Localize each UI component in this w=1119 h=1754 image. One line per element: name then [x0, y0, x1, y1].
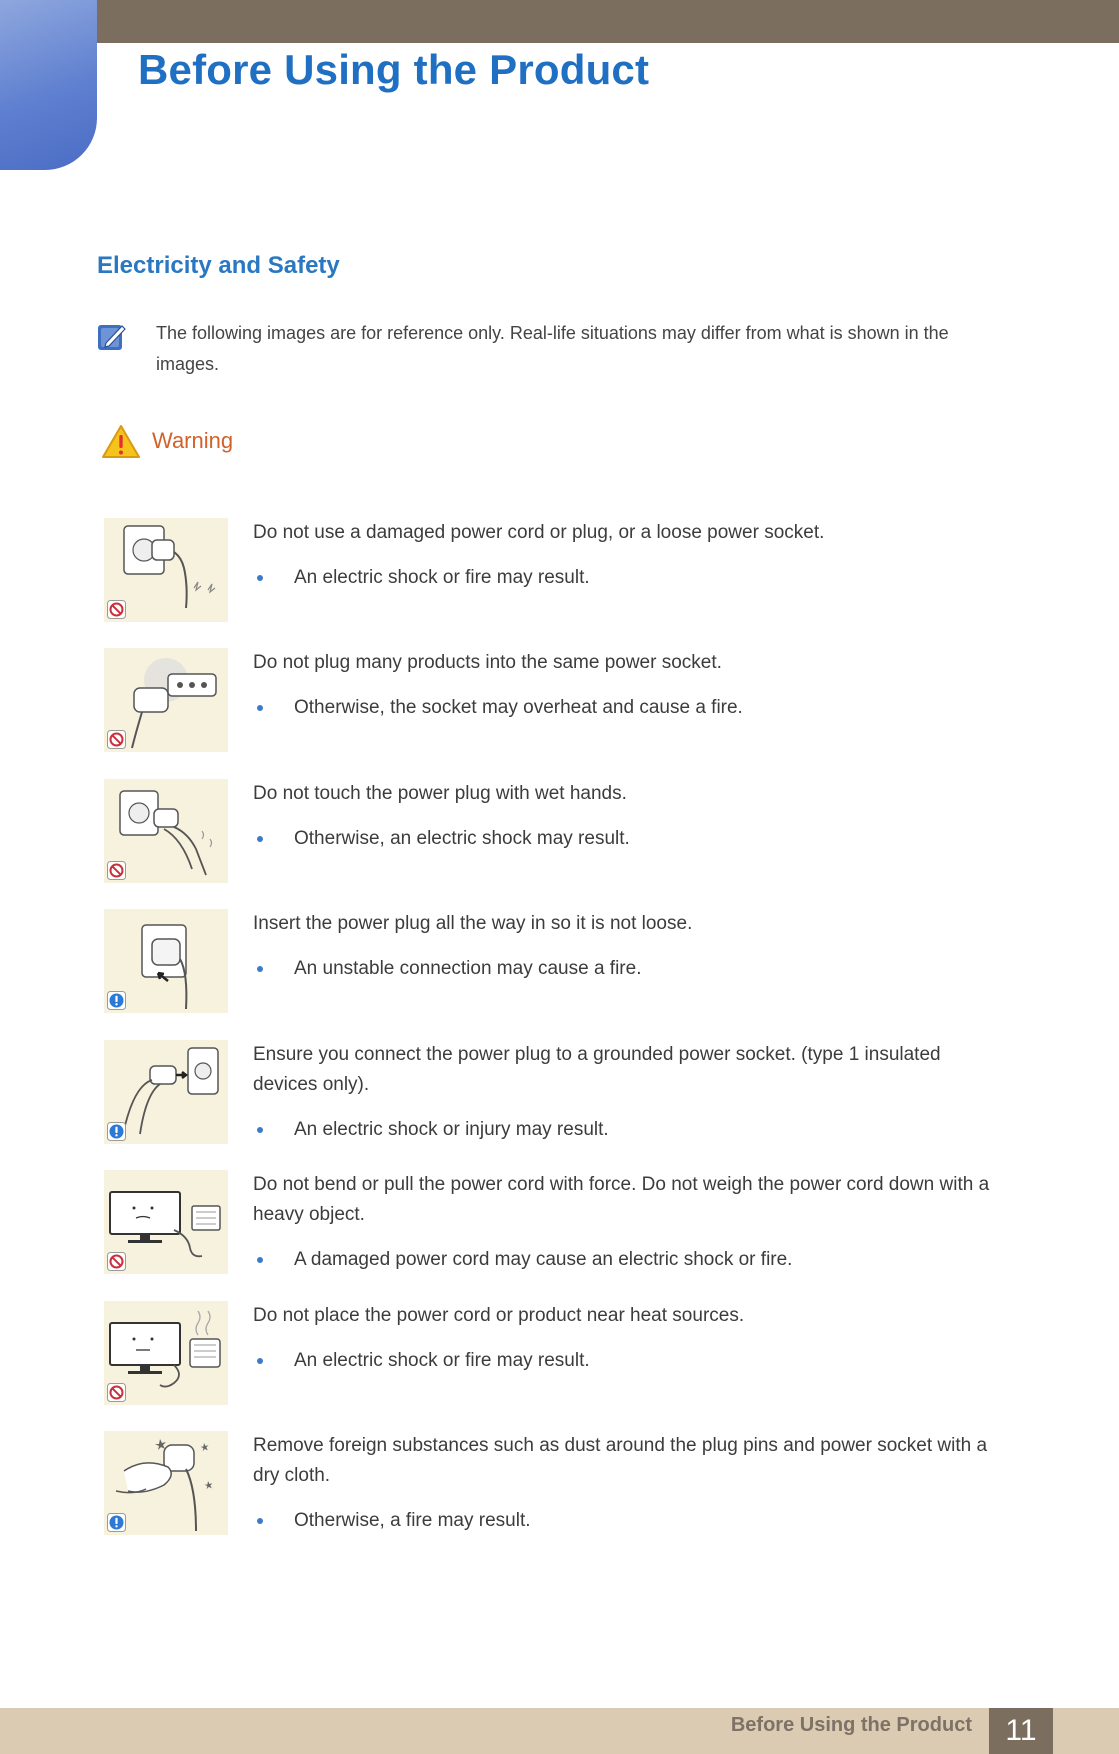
- item-consequence: Otherwise, the socket may overheat and cause a fire.: [294, 697, 743, 718]
- safety-item-grounded-socket: [104, 1040, 1004, 1144]
- safety-item-wet-hands: [104, 779, 1004, 883]
- chapter-tab: [0, 0, 97, 170]
- note-text: The following images are for reference only. Real-life situations may differ from what is shown in the images.: [156, 323, 949, 374]
- bullet-dot: [257, 836, 263, 842]
- mandatory-icon: [107, 991, 126, 1010]
- overloaded-socket-illustration: [104, 648, 228, 752]
- item-consequence: A damaged power cord may cause an electric shock or fire.: [294, 1249, 793, 1270]
- prohibited-icon: [107, 1252, 126, 1271]
- prohibited-icon: [107, 730, 126, 749]
- heat-sources-illustration: [104, 1301, 228, 1405]
- prohibited-icon: [107, 861, 126, 880]
- footer-chapter-label: Before Using the Product: [730, 1714, 972, 1736]
- safety-item-bend-cord: [104, 1170, 1004, 1274]
- item-instruction: Do not use a damaged power cord or plug, or a loose power socket.: [253, 522, 825, 543]
- section-title: Electricity and Safety: [97, 252, 340, 279]
- safety-item-damaged-cord: [104, 518, 1004, 622]
- page-number: 11: [989, 1708, 1053, 1754]
- safety-item-heat-sources: [104, 1301, 1004, 1405]
- bullet-dot: [257, 1518, 263, 1524]
- item-instruction: Remove foreign substances such as dust around the plug pins and power socket with a dry cloth.: [253, 1435, 988, 1486]
- prohibited-icon: [107, 600, 126, 619]
- header-band: [97, 0, 1119, 43]
- item-consequence: An electric shock or fire may result.: [294, 567, 590, 588]
- mandatory-icon: [107, 1513, 126, 1532]
- item-consequence: Otherwise, an electric shock may result.: [294, 828, 630, 849]
- item-consequence: An electric shock or injury may result.: [294, 1119, 609, 1140]
- bend-cord-illustration: [104, 1170, 228, 1274]
- safety-item-remove-dust: [104, 1431, 1004, 1535]
- item-instruction: Insert the power plug all the way in so it is not loose.: [253, 913, 693, 934]
- safety-item-insert-plug: [104, 909, 1004, 1013]
- bullet-dot: [257, 1257, 263, 1263]
- item-instruction: Do not touch the power plug with wet hands.: [253, 783, 627, 804]
- item-instruction: Do not place the power cord or product near heat sources.: [253, 1305, 745, 1326]
- bullet-dot: [257, 705, 263, 711]
- page-title: Before Using the Product: [138, 46, 650, 93]
- remove-dust-illustration: [104, 1431, 228, 1535]
- safety-item-overloaded-socket: [104, 648, 1004, 752]
- item-consequence: An electric shock or fire may result.: [294, 1350, 590, 1371]
- insert-plug-illustration: [104, 909, 228, 1013]
- bullet-dot: [257, 1358, 263, 1364]
- item-instruction: Do not plug many products into the same power socket.: [253, 652, 722, 673]
- bullet-dot: [257, 1127, 263, 1133]
- grounded-socket-illustration: [104, 1040, 228, 1144]
- item-consequence: An unstable connection may cause a fire.: [294, 958, 642, 979]
- item-consequence: Otherwise, a fire may result.: [294, 1510, 531, 1531]
- warning-label: Warning: [152, 428, 234, 453]
- bullet-dot: [257, 575, 263, 581]
- item-instruction: Do not bend or pull the power cord with force. Do not weigh the power cord down with a heavy object.: [253, 1174, 990, 1225]
- bullet-dot: [257, 966, 263, 972]
- item-instruction: Ensure you connect the power plug to a grounded power socket. (type 1 insulated devices only).: [253, 1044, 941, 1095]
- mandatory-icon: [107, 1122, 126, 1141]
- prohibited-icon: [107, 1383, 126, 1402]
- damaged-cord-illustration: [104, 518, 228, 622]
- note-pencil-icon: [97, 322, 127, 352]
- wet-hands-illustration: [104, 779, 228, 883]
- warning-triangle-icon: [101, 424, 141, 459]
